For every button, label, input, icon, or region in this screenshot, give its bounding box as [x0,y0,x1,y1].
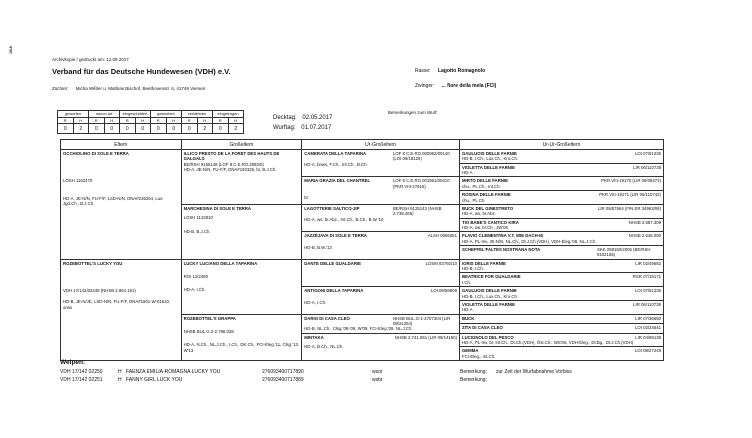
ggp-reg: LOF 8 C.E.RO.001961/00410 (PKR.VIII-27616) [392,178,450,189]
grandparent-cell [181,204,302,259]
breeder-value: Micha Wißler u. Mathias Bischof, Beethovenstr. 6, 41749 Viersen [75,86,206,91]
litter-sub: H [197,117,213,124]
gggp-reg: LOI 08/27249 [634,348,661,354]
litter-remarks-label: Bemerkungen zum Wurf: [388,110,438,115]
litter-value: 0 [58,124,74,134]
ggg-cell [459,287,663,301]
great-grandparent-cell [302,204,460,231]
litter-value: 0 [166,124,182,134]
litter-value: 0 [104,124,120,134]
ggg-cell [459,333,663,347]
header-great-grandparents: Ur-Großeltern [302,140,460,150]
gp-info: HD-A, N.Ch., NL.J.Ch., I.Ch., DK.Ch., FCI-Eleg.'11, Clsg.'13, W'13 [183,342,300,353]
header-great-great-grandparents: Ur-Ur-Großeltern [459,140,663,150]
puppy-chip: 276093400717889 [262,377,304,383]
litter-table [57,110,244,134]
puppy-color: wsbr [372,377,383,383]
ggg-cell [459,300,663,314]
ggg-cell [459,191,663,205]
breeder-label: Züchter: [52,86,69,91]
gggp-reg: LOI 07/51236 [634,151,661,156]
litter-group: verblieben [182,111,213,118]
gggp-reg: LIR 07/36650 [635,315,661,321]
litter-sub: R [182,117,198,124]
gggp-reg: LIR 06/110738 [633,164,661,170]
litter-group: eingetragen [213,111,244,118]
ggp-info: HD-A, bnws, F.Ch., Int.Ch., B.Ch. [304,161,368,167]
litter-value: 0 [135,124,151,134]
gggp-info: HD-A [461,170,473,176]
ggp-reg: LOI 09/58609 [430,288,457,294]
great-grandparent-cell [302,333,460,360]
header-grandparents: Großeltern [181,140,302,150]
litter-sub: R [89,117,105,124]
wurftag-label: Wurftag: [273,125,296,131]
litter-value: 0 [120,124,136,134]
gp-reg: LOSH 1122910 [183,215,213,221]
gggp-reg: LIR 06/110738 [633,301,661,307]
dam-name: ROZEBOTTEL'S LUCKY YOU [63,260,123,266]
gp-reg: NHSB BUL.G.2-2.786.038 [183,328,234,334]
litter-value: 0 [182,124,198,134]
gggp-reg: NHSB 2.587.309 [628,219,661,225]
gggp-name: ROSINA DELLE FARNIE [461,192,511,198]
grandparent-cell [181,259,302,314]
gggp-name: ZITA DI CASA CLEO [461,325,503,331]
great-grandparent-cell [302,150,460,177]
ggp-reg: LOF 8 C.E.RO.000962/00140 (LOI 09/18126) [392,151,450,162]
gggp-name: FLAVIO CLEMENTINA V.T. WIE DACH-IE [461,233,544,239]
pedigree-table [60,139,664,361]
gp-name: ILLICO PRESTO DE LA FORET DES HAUTS DE GALGALS [183,151,280,162]
gggp-info: HD-A [461,307,473,313]
dam-cell [61,259,182,360]
ggg-cell [459,314,663,324]
gggp-reg: LIR 02/49682 [635,260,661,266]
decktag-value: 02.05.2017 [302,115,333,121]
gggp-reg: RSR 07/19171 [632,274,661,280]
gggp-name: GEMMA [461,348,479,354]
gggp-name: BUCK [461,315,475,321]
litter-value: 0 [213,124,229,134]
litter-sub: R [151,117,167,124]
litter-sub: R [120,117,136,124]
ggp-reg: ALSH 0066051 [427,233,457,239]
ggp-name: DANTE DELLE GUALDARIE [304,260,362,266]
gggp-reg: LIR 04/89139 [635,334,661,340]
puppy-name: FANNY GIRL LUCK YOU [126,377,183,383]
gggp-info: I.Ch. [461,279,472,285]
puppy-sex: H [118,369,122,375]
grandparent-cell [181,150,302,205]
litter-group: eingeschläfert [120,111,151,118]
ggp-reg: LOSM 83792/10 [425,260,457,266]
gggp-reg: LOI 02/24541 [634,325,661,331]
puppies-section [60,359,572,383]
ggg-cell [459,163,663,177]
gggp-name: VIOLETTA DELLE FARNIE [461,301,515,307]
ggg-cell [459,232,663,246]
ggp-reg: NHSB 2.741.951 (LIR 09/14150) [394,334,457,340]
breed-value: Lagotto Romagnolo [437,68,486,74]
gggp-name: SCHEFFEL'FALTES NOSTRANA NOTA [461,247,541,253]
ggg-cell [459,204,663,218]
ggp-name: MINTAKA [304,334,324,340]
gp-name: MARCHESINA DI SOLE E TERRA [183,205,251,211]
gggp-reg: PKR.VIII-19171 (LIR 06/110742) [599,192,661,198]
litter-group: davon tot [89,111,120,118]
puppy-chip: 276093400717890 [262,369,304,375]
puppy-name: FAENZA EMILIA-ROMAGNA LUCKY YOU [126,369,221,375]
litter-value: 0 [89,124,105,134]
great-grandparent-cell [302,177,460,204]
gggp-name: GAULUOIS DELLE FARNIE [461,151,517,156]
ggg-cell [459,324,663,334]
breed-label: Rasse: [415,68,431,74]
gp-name: ROZEBOTTEL'S GRAPPA [183,315,236,321]
gggp-info: FCI-Eleg., Int.Ch. [461,353,496,359]
puppies-title: Welpen: [60,359,86,366]
organization-title: Verband für das Deutsche Hundewesen (VDH) e.V. [52,67,231,76]
gggp-reg: LOI 07/51236 [634,288,661,294]
ggp-info: br [304,195,309,201]
litter-sub: H [73,117,89,124]
grandparent-cell [181,314,302,361]
vid-code: 1616 [9,46,13,54]
gggp-info: HD-A, ws, br.Abz. [461,211,496,217]
litter-sub: H [104,117,120,124]
gggp-info: HD-A, PL-Inv, JE-N/N, NL.Ch., Dt.J.Ch.(VDH), VDH-Eleg.'08, NL.J.Ch. [461,238,597,244]
wurftag-value: 01.07.2017 [301,125,332,131]
ggg-cell [459,218,663,232]
puppy-reg: VDH 17/142 02250 [60,369,103,375]
puppy-remark-label: Bemerkung: [460,369,487,375]
gggp-reg: NHSB 2.646.000 [628,233,661,239]
ggp-name: CAMERATA DELLA TAPARINA [304,151,367,156]
ggg-cell [459,177,663,191]
ggg-cell [459,150,663,164]
sire-name: OCCHIOLINO DI SOLE E TERRA [63,151,129,156]
gggp-reg: SKK 298160/2005 (BE/RSH 9102165) [597,247,651,258]
litter-group: gestorben [151,111,182,118]
decktag-label: Decktag: [273,115,297,121]
dam-info: HD-B, JE-N/JE, LSD-N/N, FU-F/F, DNA#1601-W-01610, orws [63,299,171,310]
puppy-remark: zur Zeit der Wurfabnahme Vorbiss [496,369,572,375]
gggp-name: VIOLETTA DELLE FARNIE [461,164,515,170]
sire-cell [61,150,182,260]
kennel-label: Zwinger: [415,83,435,89]
gggp-info: chu., PL.Ch., Int.Ch. [461,183,501,189]
puppy-row [60,369,572,375]
ggp-name: DARIO DI CASA CLEO [304,315,350,321]
ggp-name: JAZZÉJAVA DI SOLE E TERRA [304,233,367,239]
sire-reg: LOSH 1162470 [63,178,93,184]
gggp-reg: LIR 05/57664 (FIN ER 34963/08) [597,205,661,211]
ggp-info: HD-B, B.W.'13 [304,244,332,250]
puppy-color: wsor [372,369,383,375]
puppy-remark-label: Bemerkung: [460,377,487,383]
dam-reg: VDH 17/142/02249 (NHSB 2.964.191) [63,288,136,294]
gggp-name: MIRTO DELLE FARNIE [461,178,508,184]
puppy-reg: VDH 17/142 02251 [60,377,103,383]
ggp-reg: NHSB BUL.G-1-2707304 (LIR 08/21254) [392,315,451,326]
gggp-name: IORIS DELLE FARNIE [461,260,506,266]
gggp-info: HD-A, PL-Inv, br, Int.Ch., Dt.Ch.(VDH), Öst.Ch., WS'06, VDH-Eleg., Dt.Bg., Dt.J.Ch.(VDH) [461,340,634,346]
gggp-name: TIO BABE'S CANTICO KIRA [461,219,519,225]
litter-value: 2 [228,124,244,134]
header-parents: Eltern [61,140,182,150]
ggg-cell [459,246,663,260]
ggp-name: ANTIGONI DELLA TAPARINA [304,288,364,294]
ggp-name: MARIA GRAZIA DEL CHANTREL [304,178,371,184]
ggp-info: HD-B, NL.Ch., Clsg.'08-'09, W'09, FCI-Eleg.'09, NL.J.Ch. [304,326,413,332]
great-grandparent-cell [302,232,460,259]
gggp-name: LUCIGNOLO DEL PESCO [461,334,514,340]
archive-print-date: Archivkopie / gedruckt am: 12.09.2017 [52,57,129,62]
ggg-cell [459,273,663,287]
litter-sub: R [58,117,74,124]
gggp-reg: PKR.VIII-19170 (LIR 06/08473) [601,178,661,184]
gp-reg: ROI 12/2490 [183,274,208,280]
ggp-name: LAGOTTERIE SALTICO-JIP [304,205,360,211]
great-grandparent-cell [302,259,460,286]
gggp-name: BEATRICE FOR GUALDARIE [461,274,521,280]
gggp-name: BUCK DEL GINESTRETO [461,205,514,211]
litter-sub: H [135,117,151,124]
gggp-info: chu., PL.Ch. [461,197,486,203]
litter-sub: R [213,117,229,124]
great-grandparent-cell [302,314,460,333]
gp-info: HD-A, JE-N/N, FU-F/F, DNA#192326, br, B.J.Ch. [183,167,277,173]
litter-sub: H [166,117,182,124]
gp-name: LUCKY LUCIANO DELLA TAPARINA [183,260,258,266]
ggp-info: HD-A, B.Ch., NL.Ch. [304,344,344,350]
gp-info: HD-B, B.J.Ch. [183,228,211,234]
gp-reg: BE/RSH 9155148 (LOF 8 C.E.RO.2893/0) [183,161,264,167]
gggp-info: HD-B, I.Ch. [461,266,484,272]
puppy-sex: H [118,377,122,383]
gggp-name: GAULUOIS DELLE FARNIE [461,288,517,294]
litter-group: geworfen [58,111,89,118]
gggp-info: HD-B, I.Ch., Lux.Ch., Kro.Ch. [461,156,519,162]
great-grandparent-cell [302,287,460,314]
litter-sub: H [228,117,244,124]
litter-value: 2 [73,124,89,134]
litter-value: 2 [197,124,213,134]
ggp-info: HD-A, ws, br.Abz., Int.Ch., B.Ch., B.W.'10 [304,216,384,222]
ggp-reg: BE/RSH 9125143 (NHSB 2.738.466) [392,205,442,217]
gggp-info: HD-A, sw, br.Ch., JW'06 [461,224,508,230]
gp-info: HD-A, I.Ch. [183,287,206,293]
puppy-row [60,377,572,383]
gggp-info: HD-B, I.Ch., Lux.Ch., Kro.Ch. [461,293,519,299]
sire-info: HD-A, JE-N/N, FU-F/F, LSD-N/N, DNA#235264, Lux-Jgd.Ch., B.J.Ch. [63,195,164,207]
kennel-value: ... fiore della mela (FCI) [441,83,497,89]
litter-value: 0 [151,124,167,134]
ggp-info: HD-A, I.Ch. [304,299,327,305]
ggg-cell [459,259,663,273]
